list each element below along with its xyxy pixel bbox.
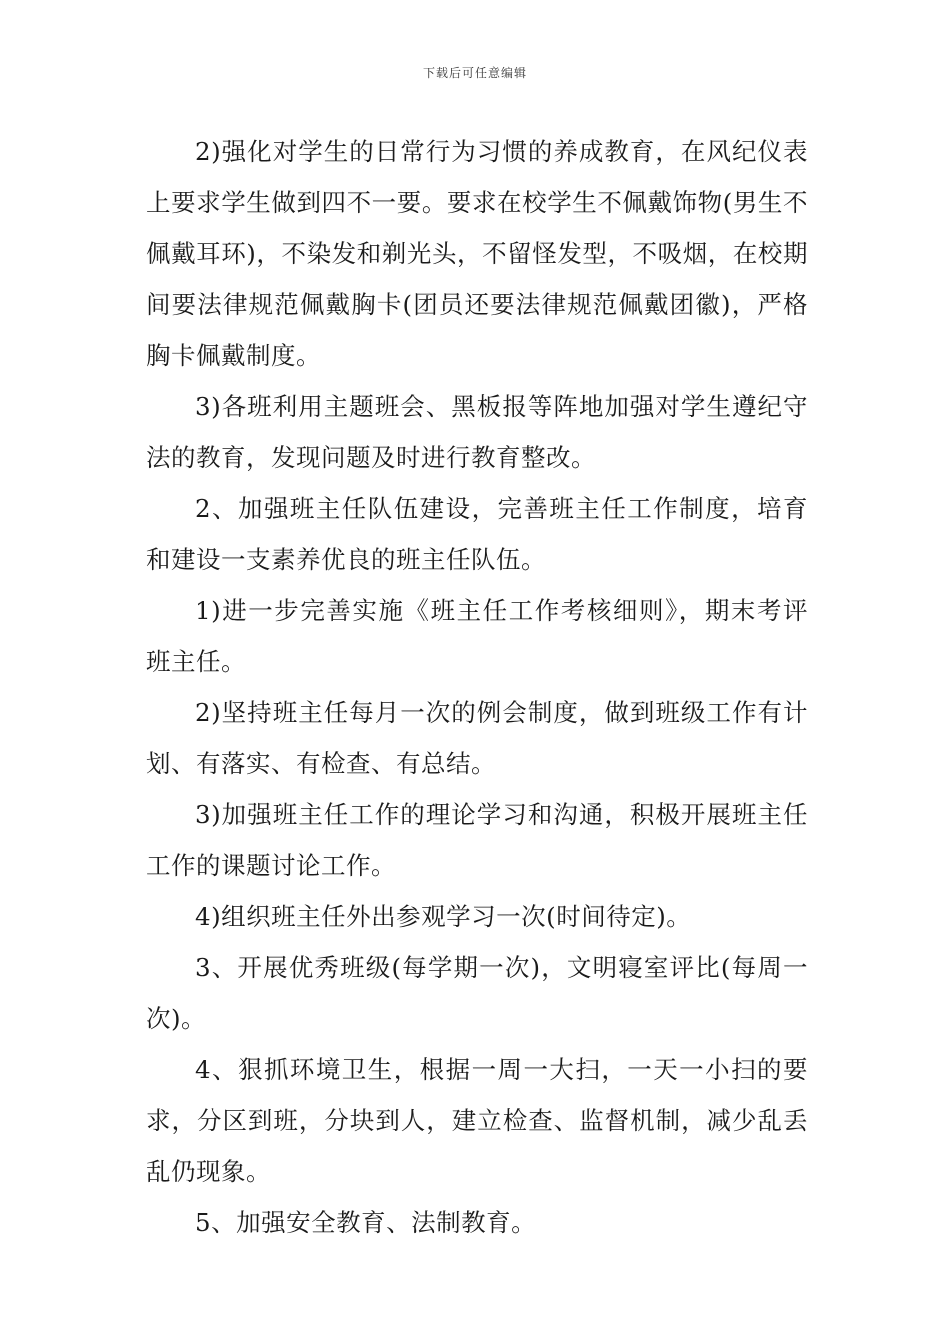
paragraph: 4、狠抓环境卫生，根据一周一大扫，一天一小扫的要求，分区到班，分块到人，建立检查、监督机制，减少乱丢乱仍现象。 xyxy=(146,1055,808,1186)
paragraph: 2)强化对学生的日常行为习惯的养成教育，在风纪仪表上要求学生做到四不一要。要求在校学生不佩戴饰物(男生不佩戴耳环)，不染发和剃光头，不留怪发型，不吸烟，在校期间要法律规范佩戴胸卡(团员还要法律规范佩戴团徽)，严格胸卡佩戴制度。 xyxy=(146,137,808,370)
paragraph: 2)坚持班主任每月一次的例会制度，做到班级工作有计划、有落实、有检查、有总结。 xyxy=(146,698,808,778)
paragraph: 1)进一步完善实施《班主任工作考核细则》，期末考评班主任。 xyxy=(146,596,808,676)
paragraph: 2、加强班主任队伍建设，完善班主任工作制度，培育和建设一支素养优良的班主任队伍。 xyxy=(146,494,808,574)
paragraph: 3)各班利用主题班会、黑板报等阵地加强对学生遵纪守法的教育，发现问题及时进行教育整改。 xyxy=(146,392,808,472)
paragraph: 5、加强安全教育、法制教育。 xyxy=(195,1208,537,1237)
document-body xyxy=(146,126,808,1248)
page-header: 下载后可任意编辑 xyxy=(422,66,527,80)
paragraph: 4)组织班主任外出参观学习一次(时间待定)。 xyxy=(195,902,692,931)
paragraph: 3)加强班主任工作的理论学习和沟通，积极开展班主任工作的课题讨论工作。 xyxy=(146,800,808,880)
paragraph: 3、开展优秀班级(每学期一次)，文明寝室评比(每周一次)。 xyxy=(146,953,808,1033)
